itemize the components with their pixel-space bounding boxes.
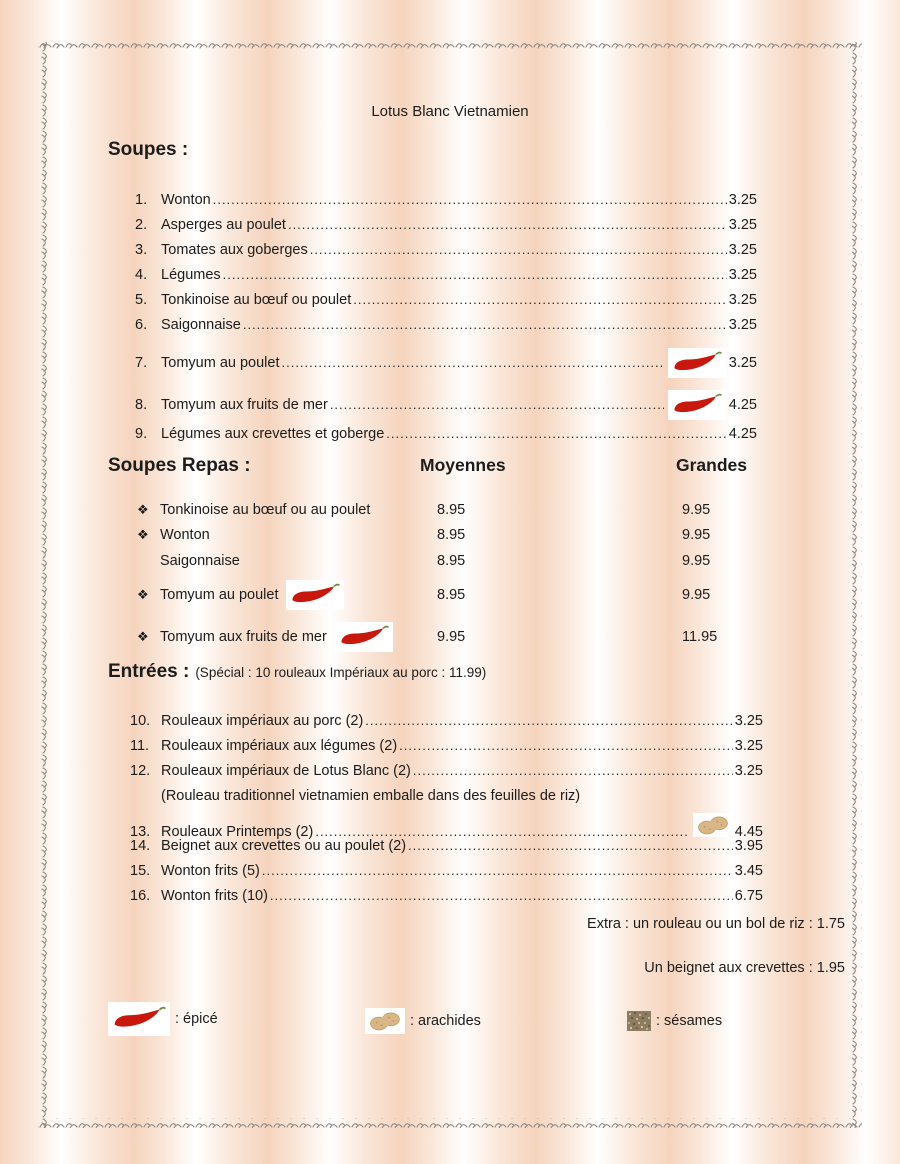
soupes-repas-row — [108, 574, 768, 616]
dot-leader — [330, 397, 664, 413]
item-number: 8. — [135, 397, 148, 413]
menu-item-row — [135, 292, 757, 317]
dot-leader — [365, 713, 732, 729]
item-price: 3.95 — [734, 838, 763, 854]
item-number: 10. — [130, 713, 151, 729]
menu-item-row — [130, 813, 763, 838]
item-price: 4.25 — [728, 426, 757, 442]
section-heading-entrees: Entrées : — [108, 661, 190, 682]
section-heading-soupes-repas: Soupes Repas : — [108, 455, 251, 476]
item-name: Tomates aux goberges — [161, 242, 308, 258]
legend-peanut — [365, 1008, 481, 1034]
item-name: Saigonnaise — [160, 552, 240, 569]
soupes-repas-row — [108, 523, 768, 549]
diamond-bullet: ❖ — [137, 628, 149, 644]
item-name: Beignet aux crevettes ou au poulet (2) — [161, 838, 407, 854]
dot-leader — [353, 292, 727, 308]
item-number: 14. — [130, 838, 151, 854]
chili-icon — [286, 580, 344, 610]
item-number: 4. — [135, 267, 148, 283]
item-name: Légumes — [161, 267, 221, 283]
item-name: Saigonnaise — [161, 317, 241, 333]
item-name: Rouleaux impériaux de Lotus Blanc (2) — [161, 763, 411, 779]
item-number: 12. — [130, 763, 151, 779]
item-name: Rouleaux impériaux au porc (2) — [161, 713, 364, 729]
menu-item-row — [135, 342, 757, 384]
soupes-repas-row — [108, 616, 768, 658]
chili-icon — [108, 1002, 170, 1036]
item-name: Tomyum au poulet — [160, 586, 279, 603]
item-price: 6.75 — [734, 888, 763, 904]
legend-spicy — [108, 1002, 218, 1036]
item-number: 15. — [130, 863, 151, 879]
page-title: Lotus Blanc Vietnamien — [371, 103, 529, 120]
item-price: 3.25 — [728, 192, 757, 208]
price-grande: 9.95 — [682, 527, 711, 544]
item-name: Légumes aux crevettes et goberge — [161, 426, 385, 442]
chili-icon — [335, 622, 393, 652]
item-name: Wonton — [161, 192, 211, 208]
item-number: 11. — [130, 738, 150, 754]
legend-sesame-label: : sésames — [656, 1013, 723, 1029]
price-moyenne: 8.95 — [437, 527, 466, 544]
item-number: 16. — [130, 888, 151, 904]
item-number: 13. — [130, 824, 151, 840]
legend-sesame — [627, 1011, 722, 1031]
menu-item-row — [130, 888, 763, 913]
item-name: Tomyum au poulet — [161, 355, 280, 371]
price-grande: 9.95 — [682, 501, 711, 518]
dot-leader — [408, 838, 733, 854]
soupes-repas-row — [108, 548, 768, 574]
dot-leader — [310, 242, 727, 258]
item-number: 1. — [135, 192, 148, 208]
dot-leader — [399, 738, 733, 754]
item-number: 3. — [135, 242, 148, 258]
legend — [108, 1000, 788, 1042]
price-moyenne: 9.95 — [437, 628, 466, 645]
extra-note-2: Un beignet aux crevettes : 1.95 — [644, 960, 845, 976]
diamond-bullet: ❖ — [137, 586, 149, 602]
menu-item-row — [135, 426, 757, 451]
item-price: 3.25 — [728, 267, 757, 283]
menu-item-row — [135, 192, 757, 217]
price-grande: 9.95 — [682, 552, 711, 569]
item-note: (Rouleau traditionnel vietnamien emballe dans des feuilles de riz) — [161, 788, 581, 804]
item-price: 3.25 — [728, 217, 757, 233]
item-name: Tomyum aux fruits de mer — [161, 397, 328, 413]
item-price: 3.25 — [728, 317, 757, 333]
menu-item-row — [130, 763, 763, 788]
entrees-special-note: (Spécial : 10 rouleaux Impériaux au porc : 11.99) — [195, 665, 487, 680]
item-name: Asperges au poulet — [161, 217, 286, 233]
item-price: 3.25 — [728, 242, 757, 258]
item-number: 2. — [135, 217, 148, 233]
section-heading-soupes: Soupes : — [108, 139, 189, 160]
legend-peanut-label: : arachides — [410, 1013, 481, 1029]
item-price: 3.45 — [734, 863, 763, 879]
item-name: Rouleaux impériaux aux légumes (2) — [161, 738, 398, 754]
soupes-repas-header — [108, 455, 768, 477]
price-moyenne: 8.95 — [437, 552, 466, 569]
item-name: Tonkinoise au bœuf ou au poulet — [160, 501, 371, 518]
extra-note-1: Extra : un rouleau ou un bol de riz : 1.75 — [587, 916, 845, 932]
item-price: 3.25 — [728, 355, 757, 371]
entrees-list — [130, 713, 763, 913]
item-name: Tomyum aux fruits de mer — [160, 628, 327, 645]
price-grande: 11.95 — [682, 628, 718, 645]
peanut-icon — [693, 813, 733, 837]
item-name: Wonton frits (10) — [161, 888, 268, 904]
dot-leader — [386, 426, 726, 442]
menu-item-row — [130, 713, 763, 738]
item-price: 4.25 — [728, 397, 757, 413]
item-number: 9. — [135, 426, 148, 442]
dot-leader — [262, 863, 733, 879]
menu-item-row — [130, 738, 763, 763]
item-name: Tonkinoise au bœuf ou poulet — [161, 292, 352, 308]
item-price: 3.25 — [728, 292, 757, 308]
item-number: 6. — [135, 317, 148, 333]
soupes-list — [135, 192, 757, 451]
item-name: Rouleaux Printemps (2) — [161, 824, 314, 840]
peanut-icon — [365, 1008, 405, 1034]
chili-icon — [668, 348, 726, 378]
dot-leader — [281, 355, 663, 371]
dot-leader — [243, 317, 727, 333]
price-grande: 9.95 — [682, 586, 711, 603]
column-header-grandes: Grandes — [676, 455, 747, 475]
menu-item-row — [135, 384, 757, 426]
dot-leader — [270, 888, 733, 904]
item-price: 4.45 — [734, 824, 763, 840]
menu-item-row — [135, 242, 757, 267]
soupes-repas-row — [108, 497, 768, 523]
entrees-header — [108, 661, 486, 683]
menu-item-row — [130, 863, 763, 888]
diamond-bullet: ❖ — [137, 501, 149, 517]
menu-item-row — [135, 317, 757, 342]
item-number: 5. — [135, 292, 148, 308]
column-header-moyennes: Moyennes — [420, 455, 506, 475]
item-number: 7. — [135, 355, 148, 371]
price-moyenne: 8.95 — [437, 586, 466, 603]
item-price: 3.25 — [734, 738, 763, 754]
item-price: 3.25 — [734, 763, 763, 779]
menu-item-row — [130, 838, 763, 863]
legend-spicy-label: : épicé — [175, 1011, 218, 1027]
item-price: 3.25 — [734, 713, 763, 729]
item-name: Wonton — [160, 527, 210, 544]
soupes-repas-section — [108, 455, 768, 658]
menu-item-row — [135, 217, 757, 242]
dot-leader — [223, 267, 727, 283]
price-moyenne: 8.95 — [437, 501, 466, 518]
sesame-icon — [627, 1011, 651, 1031]
chili-icon — [668, 390, 726, 420]
item-name: Wonton frits (5) — [161, 863, 260, 879]
menu-item-row — [135, 267, 757, 292]
diamond-bullet: ❖ — [137, 527, 149, 543]
dot-leader — [413, 763, 733, 779]
dot-leader — [288, 217, 727, 233]
dot-leader — [213, 192, 727, 208]
